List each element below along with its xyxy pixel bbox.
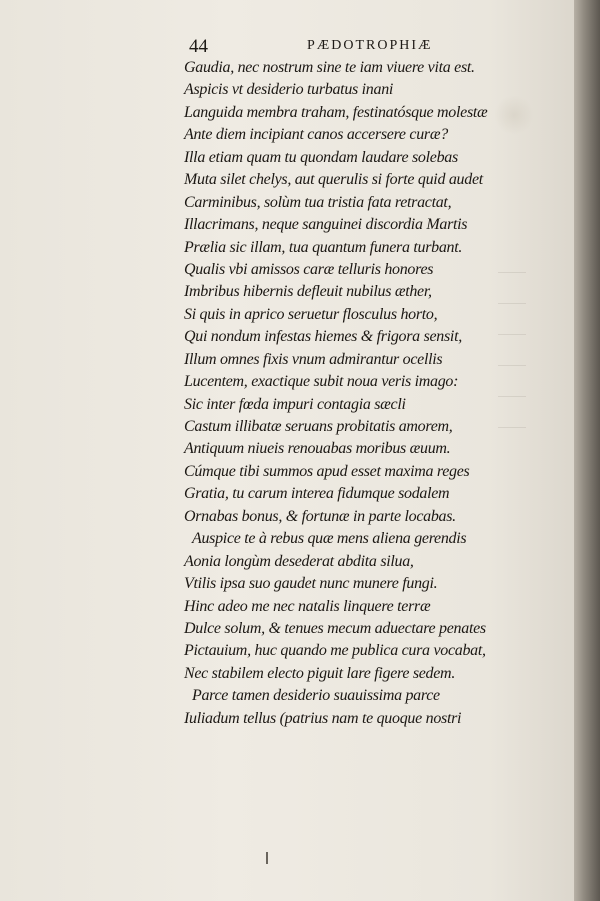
verse-line: Qui nondum infestas hiemes & frigora sensit, bbox=[184, 328, 462, 346]
verse-line: Dulce solum, & tenues mecum aduectare penates bbox=[184, 619, 486, 637]
verse-line: Antiquum niueis renouabas moribus æuum. bbox=[184, 440, 451, 458]
verse-line: Qualis vbi amissos caræ telluris honores bbox=[184, 260, 434, 278]
verse-line: Pictauium, huc quando me publica cura vocabat, bbox=[184, 642, 486, 660]
verse-line: Imbribus hibernis defleuit nubilus æther, bbox=[184, 283, 432, 301]
verse-line: Gratia, tu carum interea fidumque sodalem bbox=[184, 485, 450, 503]
verse-line: Lucentem, exactique subit noua veris imago: bbox=[184, 373, 459, 391]
page-edge-shadow bbox=[574, 0, 600, 901]
verse-line: Illum omnes fixis vnum admirantur ocellis bbox=[184, 350, 443, 368]
verse-line: Iuliadum tellus (patrius nam te quoque nostri bbox=[184, 709, 462, 727]
verse-line: Muta silet chelys, aut querulis si forte quid audet bbox=[184, 171, 483, 189]
verse-line: Prælia sic illam, tua quantum funera turbant. bbox=[184, 238, 463, 256]
printer-mark bbox=[266, 852, 268, 864]
verse-line: Ante diem incipiant canos accersere curæ? bbox=[184, 126, 448, 144]
verse-line: Nec stabilem electo piguit lare figere sedem. bbox=[184, 664, 456, 682]
running-title: PÆDOTROPHIÆ bbox=[307, 38, 433, 53]
verse-block bbox=[184, 57, 544, 730]
verse-line: Carminibus, solùm tua tristia fata retractat, bbox=[184, 193, 452, 211]
verse-line: Parce tamen desiderio suauissima parce bbox=[192, 687, 440, 705]
verse-line: Sic inter fœda impuri contagia sæcli bbox=[184, 395, 406, 413]
show-through-text bbox=[498, 250, 538, 450]
verse-line: Ornabas bonus, & fortunæ in parte locabas. bbox=[184, 507, 456, 525]
verse-line: Cúmque tibi summos apud esset maxima reges bbox=[184, 462, 470, 480]
verse-line: Aspicis vt desiderio turbatus inani bbox=[184, 81, 394, 99]
verse-line: Auspice te à rebus quæ mens aliena gerendis bbox=[192, 530, 467, 548]
verse-line: Gaudia, nec nostrum sine te iam viuere vita est. bbox=[184, 59, 475, 76]
verse-line: Castum illibatæ seruans probitatis amorem, bbox=[184, 418, 453, 435]
verse-line: Languida membra traham, festinatósque molestæ bbox=[184, 103, 488, 121]
verse-line: Illacrimans, neque sanguinei discordia Martis bbox=[184, 216, 468, 234]
verse-line: Hinc adeo me nec natalis linquere terræ bbox=[184, 597, 431, 615]
verse-line: Aonia longùm desederat abdita silua, bbox=[184, 552, 414, 570]
page-number: 44 bbox=[189, 36, 208, 57]
verse-line: Illa etiam quam tu quondam laudare solebas bbox=[184, 148, 458, 166]
page-header bbox=[189, 36, 519, 58]
verse-line: Si quis in aprico seruetur flosculus horto, bbox=[184, 305, 438, 323]
verse-line: Vtilis ipsa suo gaudet nunc munere fungi. bbox=[184, 575, 438, 593]
